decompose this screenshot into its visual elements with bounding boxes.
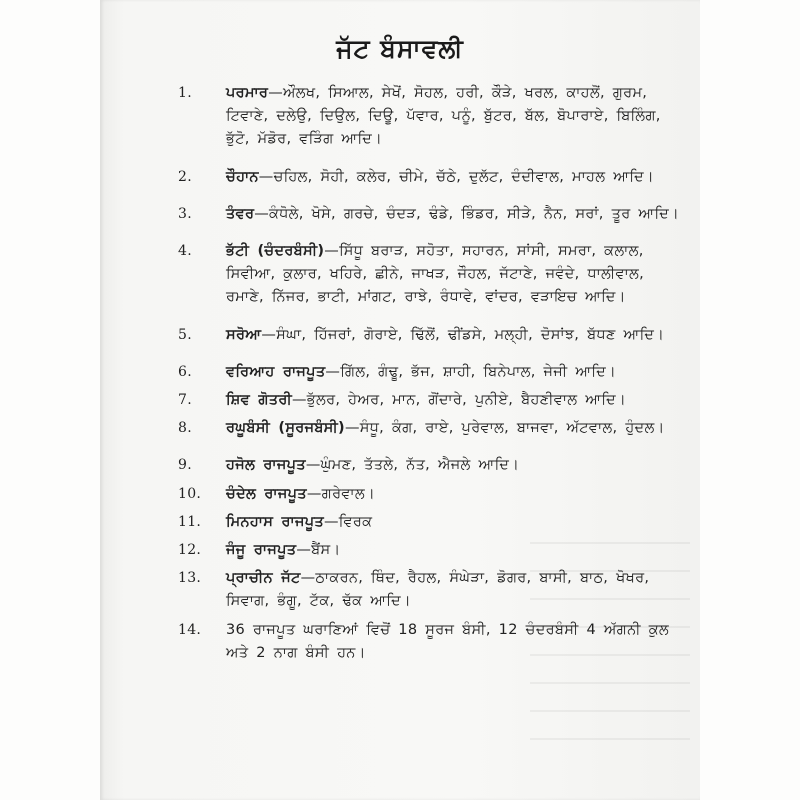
clan-heading: ਭੱਟੀ (ਚੰਦਰਬੰਸੀ) bbox=[226, 243, 325, 260]
clan-gotras: —ਸਿੱਧੂ ਬਰਾੜ, ਸਹੋਤਾ, ਸਹਾਰਨ, ਸਾਂਸੀ, ਸਮਰਾ, ਕਲਾਲ, ਸਿਵੀਆ, ਕੁਲਾਰ, ਖਹਿਰੇ, ਛੀਨੇ, ਜਾਖੜ, ਜੌਹਲ, ਜੱਟਾਣੇ, ਜਵੰਦੇ, ਧਾਲੀਵਾਲ, ਰਮਾਣੇ, ਨਿੱਜਰ, ਭਾਟੀ, ਮਾਂਗਟ, ਰਾਝੇ, ਰੰਧਾਵੇ, ਵਾਂਦਰ, ਵੜਾਇਚ ਆਦਿ। bbox=[226, 243, 645, 306]
list-item bbox=[178, 240, 683, 310]
item-number: 13. bbox=[178, 570, 202, 587]
clan-heading: ਪਰਮਾਰ bbox=[226, 85, 269, 101]
clan-gotras: —ਸੰਧੂ, ਕੰਗ, ਰਾਏ, ਪੁਰੇਵਾਲ, ਬਾਜਵਾ, ਅੱਟਵਾਲ, ਹੁੰਦਲ। bbox=[344, 420, 665, 437]
clan-gotras: 36 ਰਾਜਪੂਤ ਘਰਾਣਿਆਂ ਵਿਚੋਂ 18 ਸੂਰਜ ਬੰਸੀ, 12 ਚੰਦਰਬੰਸੀ 4 ਅੱਗਨੀ ਕੁਲ ਅਤੇ 2 ਨਾਗ ਬੰਸੀ ਹਨ। bbox=[226, 621, 669, 661]
item-number: 7. bbox=[178, 392, 192, 409]
clan-heading: ਵਰਿਆਹ ਰਾਜਪੂਤ bbox=[226, 363, 326, 380]
clan-heading: ਸਰੋਆ bbox=[226, 326, 262, 343]
clan-heading: ਹਜੋਲ ਰਾਜਪੂਤ bbox=[226, 457, 306, 474]
page-title: ਜੱਟ ਬੰਸਾਵਲੀ bbox=[336, 34, 464, 63]
item-number: 10. bbox=[178, 485, 202, 502]
item-number: 8. bbox=[178, 420, 192, 437]
list-item bbox=[178, 203, 683, 226]
list-item bbox=[178, 361, 683, 384]
clan-heading: ਸ਼ਿਵ ਗੋਤਰੀ bbox=[226, 392, 292, 409]
clan-heading: ਚੰਦੇਲ ਰਾਜਪੂਤ bbox=[226, 485, 307, 502]
list-item bbox=[178, 454, 683, 477]
list-item bbox=[178, 511, 683, 534]
clan-heading: ਚੌਹਾਨ bbox=[226, 168, 259, 185]
clan-gotras: —ਠਾਕਰਨ, ਥਿੰਦ, ਰੈਹਲ, ਸੰਘੇੜਾ, ਡੋਗਰ, ਬਾਸੀ, ਬਾਠ, ਖੋਖਰ, ਸਿਵਾਗ, ਭੰਗੂ, ਟੱਕ, ਢੱਕ ਆਦਿ। bbox=[226, 570, 650, 610]
clan-gotras: —ਚਹਿਲ, ਸੋਹੀ, ਕਲੇਰ, ਚੀਮੇ, ਚੱਠੇ, ਦੁਲੱਟ, ਦੰਦੀਵਾਲ, ਮਾਹਲ ਆਦਿ। bbox=[258, 168, 654, 185]
clan-heading: ਰਘੂਬੰਸੀ (ਸੂਰਜਬੰਸੀ) bbox=[226, 420, 345, 437]
clan-gotras: —ਸੰਘਾ, ਹਿੱਜਰਾਂ, ਗੋਰਾਏ, ਢਿੱਲੋਂ, ਢੀਂਡਸੇ, ਮਲ੍ਹੀ, ਦੋਸਾਂਝ, ਬੱਧਣ ਆਦਿ। bbox=[261, 326, 665, 343]
clan-gotras: —ਗਰੇਵਾਲ। bbox=[306, 485, 376, 502]
item-number: 5. bbox=[178, 326, 192, 343]
clan-gotras: —ਗਿੱਲ, ਗੰਢੂ, ਭੱਜ, ਸ਼ਾਹੀ, ਬਿਨੇਪਾਲ, ਜੇਜੀ ਆਦਿ। bbox=[325, 363, 617, 380]
list-item bbox=[178, 82, 683, 152]
item-number: 2. bbox=[178, 168, 192, 185]
clan-heading: ਮਿਨਹਾਸ ਰਾਜਪੂਤ bbox=[226, 513, 324, 530]
clan-heading: ਪ੍ਰਾਚੀਨ ਜੱਟ bbox=[226, 570, 301, 587]
list-item bbox=[178, 166, 683, 189]
item-number: 6. bbox=[178, 363, 192, 380]
clan-heading: ਜੰਜੂ ਰਾਜਪੂਤ bbox=[226, 542, 297, 559]
list-item bbox=[178, 389, 683, 412]
clan-gotras: —ਘੁੰਮਣ, ਤੱਤਲੇ, ਨੱਤ, ਐਜਲੇ ਆਦਿ। bbox=[305, 457, 520, 474]
list-item bbox=[178, 539, 683, 562]
list-item bbox=[178, 324, 683, 347]
clan-gotras: —ਬੈਂਸ। bbox=[296, 542, 341, 559]
clan-heading: ਤੰਵਰ bbox=[226, 205, 255, 222]
item-number: 12. bbox=[178, 542, 202, 559]
list-item bbox=[178, 619, 683, 665]
item-number: 9. bbox=[178, 457, 192, 474]
item-number: 4. bbox=[178, 243, 192, 260]
clan-gotras: —ਔਲਖ, ਸਿਆਲ, ਸੇਖੋਂ, ਸੋਹਲ, ਹਰੀ, ਕੌੜੇ, ਖਰਲ, ਕਾਹਲੋਂ, ਗੁਰਮ, ਟਿਵਾਣੇ, ਦਲੇਉ, ਦਿਉਲ, ਦਿਊ, ਪੱਵਾਰ, ਪਨੂੰ, ਬੁੱਟਰ, ਬੱਲ, ਬੋਪਾਰਾਏ, ਬਿਲਿੰਗ, ਭੁੱਟੋ, ਮੱਡੋਰ, ਵੜਿੰਗ ਆਦਿ। bbox=[226, 85, 661, 148]
clan-gotras: —ਭੁੱਲਰ, ਹੇਅਰ, ਮਾਨ, ਗੋਂਦਾਰੇ, ਪੁਨੀਏ, ਬੈਹਣੀਵਾਲ ਆਦਿ। bbox=[291, 392, 627, 409]
clan-gotras: —ਕੰਧੋਲੇ, ਖੋਸੇ, ਗਰਚੇ, ਚੰਦੜ, ਢੰਡੇ, ਭਿੰਡਰ, ਸੀੜੇ, ਨੈਨ, ਸਰਾਂ, ਤੂਰ ਆਦਿ। bbox=[254, 205, 680, 222]
lineage-list bbox=[178, 82, 683, 665]
list-item bbox=[178, 567, 683, 613]
item-number: 1. bbox=[178, 85, 192, 101]
item-number: 11. bbox=[178, 513, 202, 530]
list-item bbox=[178, 417, 683, 440]
list-item bbox=[178, 483, 683, 506]
item-number: 14. bbox=[178, 621, 202, 638]
item-number: 3. bbox=[178, 205, 192, 222]
clan-gotras: —ਵਿਰਕ bbox=[323, 513, 373, 530]
